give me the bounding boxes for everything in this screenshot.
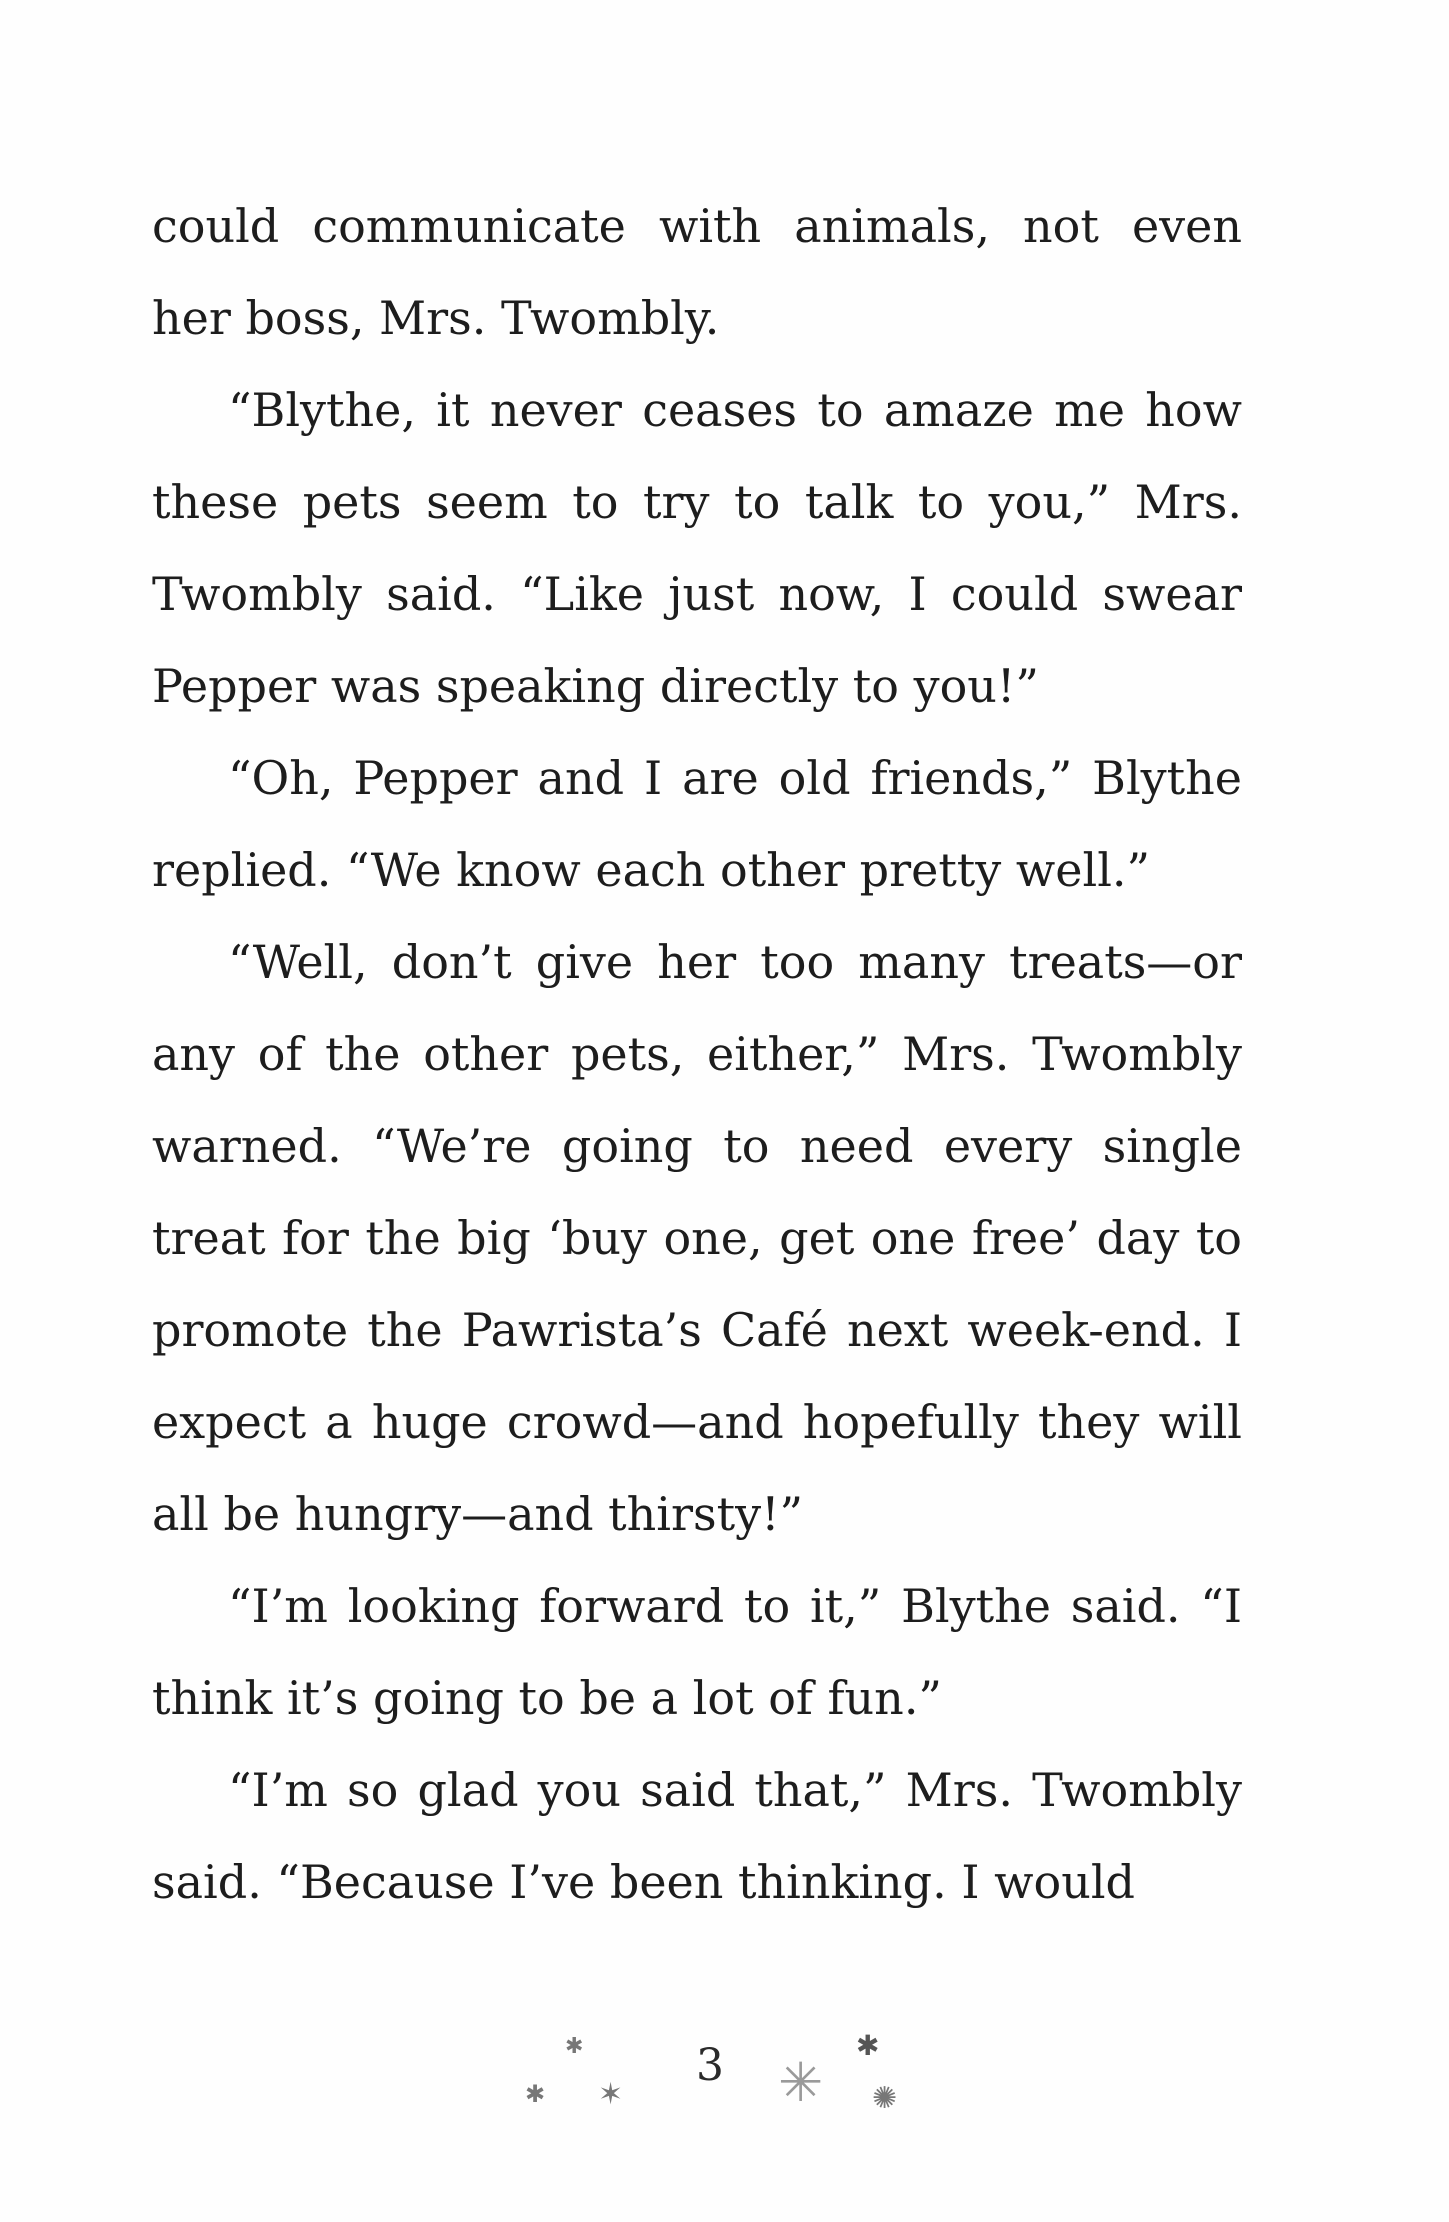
star-icon: ✺ <box>872 2081 898 2116</box>
paragraph: “Well, don’t give her too many treats—or any of the other pets, either,” Mrs. Twombly warned. “We’re going to need every single treat for the big ‘buy one, get one free’ day to promote the Pawrista’s Café next week-end. I expect a huge crowd—and hopefully they will all be hungry—and thirsty!” <box>152 935 1242 1541</box>
star-icon: ✱ <box>565 2034 584 2059</box>
star-icon: ✱ <box>525 2080 546 2108</box>
paragraph: “Blythe, it never ceases to amaze me how these pets seem to try to talk to you,” Mrs. Twombly said. “Like just now, I could swear Pepper was speaking directly to you!” <box>152 383 1242 713</box>
star-icon: ✶ <box>598 2077 624 2112</box>
page-number: 3 <box>696 2040 724 2091</box>
paragraph: “I’m so glad you said that,” Mrs. Twombly said. “Because I’ve been thinking. I would <box>152 1763 1242 1909</box>
page-footer <box>0 2020 1449 2140</box>
paragraph: could communicate with animals, not even her boss, Mrs. Twombly. <box>152 199 1242 345</box>
star-icon: ✳ <box>778 2051 824 2114</box>
paragraph: “I’m looking forward to it,” Blythe said. “I think it’s going to be a lot of fun.” <box>152 1579 1242 1725</box>
paragraph: “Oh, Pepper and I are old friends,” Blythe replied. “We know each other pretty well.” <box>152 751 1242 897</box>
star-icon: ✱ <box>856 2029 880 2062</box>
body-text <box>152 180 1242 1928</box>
